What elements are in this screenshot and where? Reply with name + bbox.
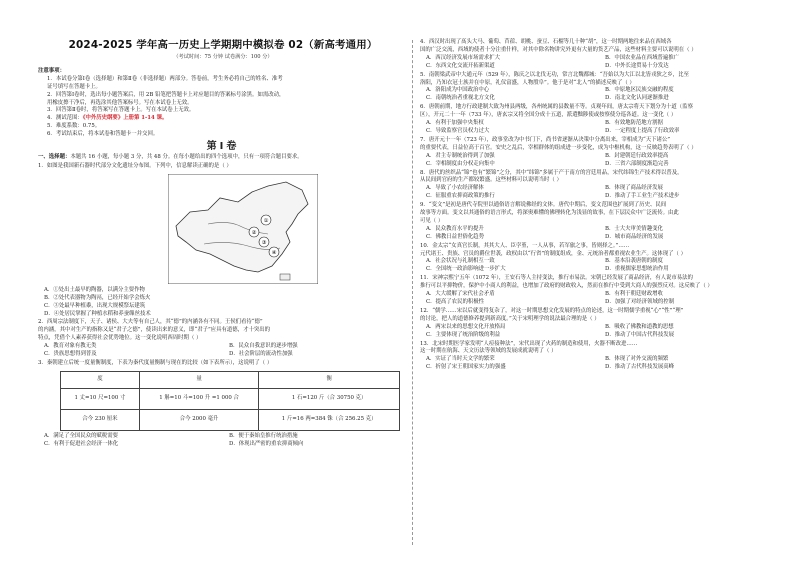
table-row <box>61 388 400 409</box>
question-6 <box>420 104 778 136</box>
table-cell: 1 斤=16 两=384 铢（合 256.25 克） <box>259 409 400 430</box>
notice-range-value: 《中外历史纲要》上册第 1-14 课。 <box>82 115 168 122</box>
question-3 <box>38 360 408 449</box>
exam-info: （考试时间：75 分钟 试卷满分：100 分） <box>173 54 273 60</box>
question-stem-line: 8．唐代的丝织品“锦”也有“繁锦”之分，其中“纬锦”多属于产于南方的宫廷用品，宋代纬锦生产技术得以普及， <box>420 169 683 176</box>
question-stem-line: 的重要代表，日益位高于百官。安史之乱后，宰相群体的组成进一步变化，成为中枢机构，这一反映趋势表明了（ ） <box>420 144 697 151</box>
question-stem-line: 6．唐朝前期，地方行政建制大致为州县两级，各州统属的县数量不等。贞观年间，唐太宗将天下划分为十道（监察 <box>420 104 693 111</box>
question-stem-line: 的讨论，把人的道德修养提到新高度。”关于宋明理学的说法最合理的是（ ） <box>420 315 600 322</box>
question-stem-line: 可见（ ） <box>420 217 444 224</box>
question-8 <box>420 170 778 202</box>
option-a[interactable]: A．①处出土最早的陶器，以满分主要作物 <box>44 286 145 293</box>
option-a[interactable]: A．教育对象有教无类 <box>44 343 97 350</box>
question-stem: 3．秦朝建立后统一度量衡制度，下表为秦代度量衡制与现在的比较（如下表所示），这说明了（ ） <box>38 359 273 366</box>
left-column <box>38 34 408 449</box>
option-a[interactable]: A．民众教育水平的提升 <box>426 225 484 232</box>
question-stem-line: 国的广泛交流，西域的使者十分注重什样，对其中除名物讲究外更有大量的货艺产品，这些材料主要可以说明在（ ） <box>420 46 697 53</box>
question-stem-line: 元代诸王、贵族、官员的爵位世袭，政权由以“行省”的制度组成，金、元统治者都重视农业生产。这体现了（ ） <box>420 250 686 257</box>
notice-line: 用橡皮擦干净后，再选涂其他答案标号。写在本试卷上无效。 <box>47 99 193 106</box>
notice-line: 证号填写在答题卡上。 <box>47 83 101 90</box>
question-1 <box>38 163 408 319</box>
option-c[interactable]: C．贵族思想得到普及 <box>44 351 97 358</box>
question-stem-line: 7．唐开元十一年（723 年），政事堂改为中书门下，尚书省逐渐从决策中分离出来，宰相成为“天下诸公” <box>420 136 671 143</box>
option-a[interactable]: A．两宋以来的思想文化开放格局 <box>426 323 506 330</box>
question-stem-line: 2．西周宗法制度下，天子、诸侯、大夫等有自己人，其“德”的内涵各有不同。王侯们看待“德” <box>38 319 263 326</box>
question-4 <box>420 39 778 71</box>
notice-line: 2．回答第Ⅰ卷时，选出每小题答案后，用 2B 铅笔把答题卡上对应题目的答案标号涂黑。如需改动， <box>47 91 285 98</box>
option-c[interactable]: C．东西文化交流开拓新渠道 <box>426 62 495 69</box>
site-label-3: ③ <box>261 239 267 246</box>
answer-options <box>38 287 408 319</box>
notice-line: 3．回答第Ⅱ卷时，将答案写在答题卡上。写在本试卷上无效。 <box>47 107 195 114</box>
option-b[interactable]: B．封建朝廷行政效率提高 <box>605 152 669 159</box>
option-d[interactable]: D．④处居民掌握了种植水稻和养蚕缫丝技术 <box>44 310 151 317</box>
question-11 <box>420 275 778 307</box>
notice-heading: 注意事项： <box>38 67 65 74</box>
option-d[interactable]: D．推动了古代科技发展高峰 <box>605 364 675 371</box>
site-label-2: ② <box>251 229 257 236</box>
answer-options <box>420 87 778 103</box>
option-d[interactable]: D．重视儒家思想统治作用 <box>605 266 669 273</box>
option-b[interactable]: B．士大夫审美情趣变化 <box>605 225 663 232</box>
option-c[interactable]: C．主要体现了统治阶级的利益 <box>426 331 501 338</box>
map-figure <box>168 174 318 284</box>
answer-options <box>420 324 778 340</box>
answer-options <box>420 258 778 274</box>
option-b[interactable]: B．有利于朝廷财政增收 <box>605 291 663 298</box>
question-stem-line: 故事等方面。变文以其通俗的语言形式，将深奥难懂的佛理转化为浅显的故事，在下层民众中广泛流传。由此 <box>420 210 679 217</box>
table-row <box>61 409 400 430</box>
question-7 <box>420 137 778 169</box>
question-stem-line: 区），开元二十一年（733 年），唐玄宗又将全国分成十五道，派遣黜陟使或按察使分巡各道。这一变化（ ） <box>420 112 677 119</box>
option-a[interactable]: A．洛阳成为中国政治中心 <box>426 87 490 94</box>
notice-line: 6．考试结束后，将本试卷和答题卡一并交回。 <box>47 131 159 138</box>
option-a[interactable]: A．社会状况与礼制相互一致 <box>426 258 495 265</box>
option-d[interactable]: D．南北文化认同逐渐推进 <box>605 95 669 102</box>
table-cell: 合今 230 厘米 <box>61 409 140 430</box>
option-c[interactable]: C．佛教日益世俗化趋势 <box>426 233 485 240</box>
answer-options <box>420 356 778 372</box>
option-c[interactable]: C．南朝统治者重视北方文化 <box>426 95 495 102</box>
section-heading <box>38 154 408 162</box>
answer-options <box>38 433 408 449</box>
question-stem-line: 洛阳，乃知衣冠士族并在中原，礼仪富盛，人物殷阜”。他于是对“北人”的描述反映了（ ） <box>420 79 635 86</box>
question-stem-line: 4．西汉时出现了髙头大马、葡萄、苜蓿、胡桃、蚕豆、石榴等几十种“胡”，这一时期两地往来品在西域各 <box>420 39 672 45</box>
question-stem-line: 13．北宋时期医学家发明“人痘接种法”，宋代出现了火药的制造和使用，火器不断改进…… <box>420 340 638 347</box>
option-b[interactable]: B．民众自我意识的逐步增强 <box>229 343 298 350</box>
question-10 <box>420 243 778 275</box>
option-c[interactable]: C．提高了农民的积极性 <box>426 299 485 305</box>
question-2 <box>38 319 408 359</box>
option-b[interactable]: B．中原地区民族交融的程度 <box>605 87 674 94</box>
china-map <box>168 174 318 284</box>
option-c[interactable]: C．有利于促进社会经济一体化 <box>44 440 119 447</box>
question-13 <box>420 341 778 373</box>
table-cell: 合今 2000 毫升 <box>139 409 258 430</box>
question-stem-line: 12．“儒学……宋以后就变得复杂了，对这一时期思想文化发展的特点的论述，这一时期儒学重视“心”“性”“理” <box>420 307 684 314</box>
notice-line: 5．难度系数：0.75。 <box>47 123 101 130</box>
question-stem-line: 9．“变文”是初是唐代寺院里以通俗语言解说佛经的文体。唐代中期后，变文范围也扩展到了历史、民间 <box>420 202 667 209</box>
option-a[interactable]: A．实证了当时天文学的繁荣 <box>426 356 495 363</box>
option-c[interactable]: C．折射了宋王朝国家实力的强盛 <box>426 364 506 371</box>
site-label-1: ① <box>263 217 269 224</box>
answer-options <box>420 291 778 307</box>
table-header-cell: 度 <box>61 371 140 388</box>
section-title: 第Ⅰ卷 <box>206 141 240 153</box>
table-header-cell: 衡 <box>259 371 400 388</box>
option-b[interactable]: B．基本沿袭唐朝的制度 <box>605 258 663 265</box>
option-b[interactable]: B．②处代表器物为陶鬲，已经开始学会炼火 <box>44 294 151 301</box>
option-b[interactable]: B．体现了对外交流的频繁 <box>605 356 669 363</box>
question-12 <box>420 308 778 340</box>
question-stem-line: 5．南朝梁武帝中大通元年（529 年），陈庆之以北伐无功，常言北魏都城：“吾始以为大江以北皆戎狄之乡，比至 <box>420 71 689 78</box>
table-header-cell: 量 <box>139 371 258 388</box>
south-sea-inset <box>280 274 290 280</box>
option-d[interactable]: D．体现出严密的重农抑商倾向 <box>229 440 304 447</box>
right-column <box>420 38 778 372</box>
option-c[interactable]: C．全国统一政治影响进一步扩大 <box>426 266 506 273</box>
answer-options <box>420 55 778 71</box>
question-9 <box>420 202 778 242</box>
option-d[interactable]: D．推动了中国古代科技发展 <box>605 331 675 338</box>
notice-line <box>47 115 408 123</box>
notice-line: 1．本试卷分第Ⅰ卷（选择题）和第Ⅱ卷（非选择题）两部分。答卷前，考生务必将自己的姓名、准考 <box>47 75 283 82</box>
table-cell: 1 斛=10 斗=100 升 =1 000 合 <box>139 388 258 409</box>
option-a[interactable]: A．大大缓解了宋代社会矛盾 <box>426 291 495 298</box>
option-b[interactable]: B．体现了商品经济发展 <box>605 185 663 192</box>
option-c[interactable]: C．导致监察官员权力过大 <box>426 127 490 134</box>
site-label-4: ④ <box>271 249 277 256</box>
option-b[interactable]: B．吸收了佛教和道教的思想 <box>605 323 674 330</box>
column-divider <box>412 40 413 545</box>
option-d[interactable]: D．社会阶层的流动性加强 <box>229 351 293 358</box>
answer-options <box>420 153 778 169</box>
option-b[interactable]: B．便于秦始皇推行统治措施 <box>229 432 298 439</box>
option-c[interactable]: C．③处最早种植黍，出现大规模祭坛建筑 <box>44 302 146 309</box>
answer-options <box>420 226 778 242</box>
page-title: 2024-2025 学年高一历史上学期期中模拟卷 02（新高考通用） <box>68 39 378 51</box>
question-stem-line: 11．宋神宗熙宁五年（1072 年），王安石等人主持变法，推行市易法。宋朝已经发展了商品经济，有人说市易法的 <box>420 275 693 282</box>
table-cell: 1 丈=10 尺=100 寸 <box>61 388 140 409</box>
question-stem-line: 这一时期在航海、天文历法等领域的发展成就说明了（ ） <box>420 348 557 355</box>
answer-options <box>420 120 778 136</box>
option-b[interactable]: B．有效地防范地方割据 <box>605 120 663 127</box>
answer-options <box>420 185 778 201</box>
option-a[interactable]: A．满足了全国民众的赋税需要 <box>44 432 118 439</box>
table-header-row <box>61 371 400 388</box>
question-stem-line: 特点，凭借个人素养获得社会优势地位。这一变化说明西周时期（ ） <box>38 335 202 342</box>
question-5 <box>420 72 778 104</box>
option-d[interactable]: D．一定程度上提高了行政效率 <box>605 127 680 134</box>
option-a[interactable]: A．君主专制统治得到了加强 <box>426 152 495 159</box>
option-d[interactable]: D．推动了手工业生产技术进步 <box>605 193 680 200</box>
question-stem-line: 10．金太宗“女真官长制，其其大人、臣孛堇，一人从事，若军旅之事，皆则择之。”…… <box>420 242 630 249</box>
section-heading-text: 本题共 16 小题，每小题 3 分，共 48 分。在每小题给出的四个选项中，只有一项符合题目要求。 <box>70 153 303 160</box>
units-table <box>60 371 400 431</box>
option-c[interactable]: C．宰相制度由分权走向集中 <box>426 160 495 167</box>
question-stem-line: 的内涵，其中对生产的指称又是“君子之德”，使读出来的意义，即“君子”应具有道德，才十突出的 <box>38 327 271 334</box>
question-stem: 1．如图是我国新石器时代部分文化遗址分布图。下列中，信息解读正确的是（ ） <box>38 162 232 169</box>
option-a[interactable]: A．有利于加强中央集权 <box>426 120 484 127</box>
notice-range-label: 4．测试范围： <box>47 115 83 122</box>
notice-list <box>38 76 408 139</box>
question-stem-line: 推行可以平抑物价，保护中小商人的利益，也增加了政府的财政收入，然而在推行中受到大商人的强烈反对。这反映了（ ） <box>420 283 713 290</box>
option-a[interactable]: A．西汉经济发展市场需求扩大 <box>426 54 500 61</box>
option-d[interactable]: D．三省六部制度渐趋完善 <box>605 160 669 167</box>
option-d[interactable]: D．城市商品经济的发展 <box>605 233 664 240</box>
section-heading-bold: 一、选择题： <box>38 153 71 160</box>
option-a[interactable]: A．导致了小农经济解体 <box>426 185 484 192</box>
option-d[interactable]: D．加强了对经济领域的控制 <box>605 299 675 305</box>
answer-options <box>38 343 408 359</box>
option-b[interactable]: B．中国农业品在西域普遍推广 <box>605 54 680 61</box>
question-stem-line: 从民间到官府的生产都较繁盛。这些材料可以说明当时（ ） <box>420 177 562 184</box>
table-cell: 1 石=120 斤（合 30750 克） <box>259 388 400 409</box>
option-c[interactable]: C．征服重农抑商政策的推行 <box>426 193 495 200</box>
option-d[interactable]: D．中外长途贸易十分发达 <box>605 62 669 69</box>
